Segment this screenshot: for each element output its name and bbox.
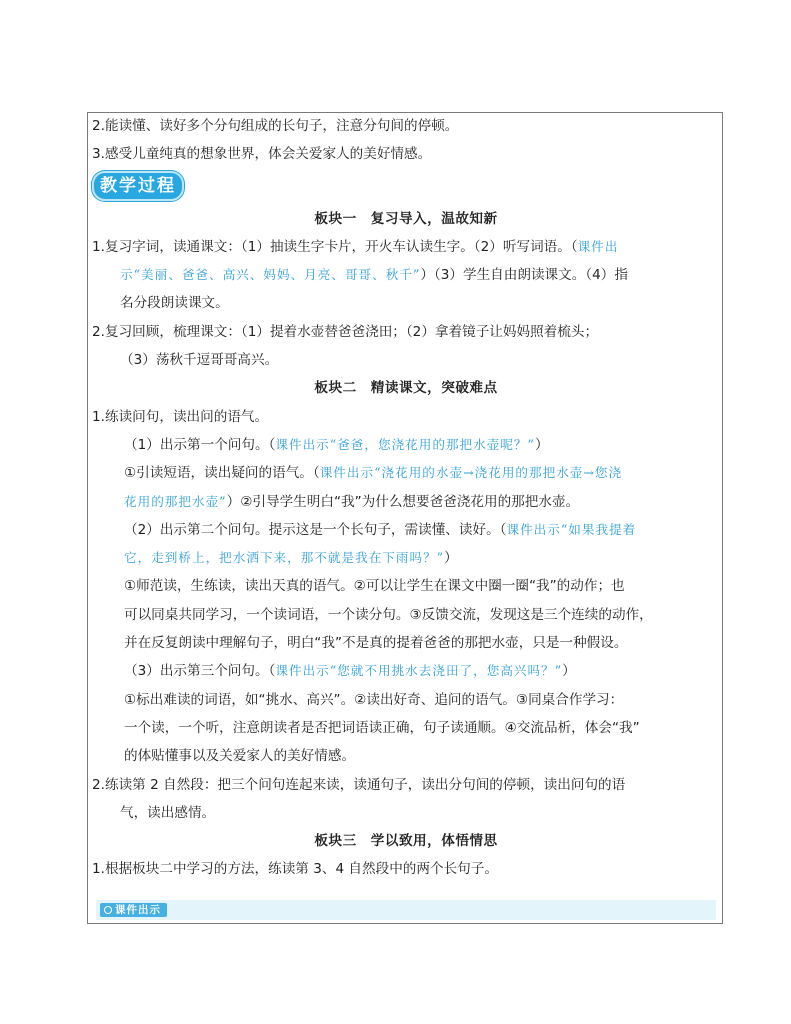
block2-q2-detail-line1: ①师范读，生练读，读出天真的语气。②可以让学生在课文中圈一圈“我”的动作；也 xyxy=(124,578,625,595)
courseware-text: 花用的那把水壶” xyxy=(124,493,227,509)
text: ） xyxy=(444,550,458,567)
block2-heading: 板块二 精读课文，突破难点 xyxy=(314,380,498,397)
goal-item-3: 3.感受儿童纯真的想象世界，体会关爱家人的美好情感。 xyxy=(92,146,432,163)
block2-q1 xyxy=(92,431,720,459)
courseware-text: 课件出示“如果我提着 xyxy=(506,521,637,537)
text: ①引读短语，读出疑问的语气。（ xyxy=(124,465,320,482)
courseware-tag-label: 课件出示 xyxy=(115,904,161,916)
block1-p2-line2: （3）荡秋千逗哥哥高兴。 xyxy=(120,352,279,369)
section-title-row xyxy=(92,169,720,205)
block2-q3-detail-line1: ①标出难读的词语，如“挑水、高兴”。②读出好奇、追问的语气。③同桌合作学习： xyxy=(124,691,624,708)
section-title-badge: 教学过程 xyxy=(92,171,184,201)
block2-q3 xyxy=(92,657,720,685)
text: （2）出示第二个问句。提示这是一个长句子，需读懂、读好。（ xyxy=(124,521,507,538)
block2-p2-line1: 2.练读第 2 自然段：把三个问句连起来读，读通句子，读出分句间的停顿，读出问句的语 xyxy=(92,776,626,793)
circle-arrow-icon xyxy=(104,906,112,914)
courseware-text: 课件出 xyxy=(577,238,619,254)
block1-p1-line3: 名分段朗读课文。 xyxy=(120,295,229,312)
block3-p1: 1.根据板块二中学习的方法，练读第 3、4 自然段中的两个长句子。 xyxy=(92,861,498,878)
text: 1.复习字词，读通课文：（1）抽读生字卡片，开火车认读生字。（2）听写词语。（ xyxy=(92,238,578,255)
courseware-text: 它，走到桥上，把水洒下来，那不就是我在下雨吗？” xyxy=(124,550,445,566)
block3-heading: 板块三 学以致用，体悟情思 xyxy=(314,833,498,850)
goal-item-2: 2.能读懂、读好多个分句组成的长句子，注意分句间的停顿。 xyxy=(92,118,459,134)
courseware-text: 课件出示“浇花用的水壶→浇花用的那把水壶→您浇 xyxy=(319,465,623,481)
block2-q1-detail-line1 xyxy=(92,459,720,487)
block2-q1-detail-line2 xyxy=(92,488,720,516)
block1-p1-line1 xyxy=(92,233,720,261)
text: （1）出示第一个问句。（ xyxy=(124,436,276,453)
block1-p1-line2 xyxy=(92,261,720,289)
block2-p2-line2: 气，读出感情。 xyxy=(120,804,216,821)
block2-q3-detail-line2: 一个读，一个听，注意朗读者是否把词语读正确，句子读通顺。④交流品析，体会“我” xyxy=(124,719,640,736)
courseware-tag xyxy=(100,903,167,917)
text: ） xyxy=(534,436,549,453)
courseware-banner xyxy=(96,900,716,920)
lesson-content xyxy=(92,112,720,884)
text: ）②引导学生明白“我”为什么想要爸爸浇花用的那把水壶。 xyxy=(226,493,580,510)
block1-p2-line1: 2.复习回顾，梳理课文：（1）提着水壶替爸爸浇田；（2）拿着镜子让妈妈照着梳头； xyxy=(92,323,599,340)
text: （3）出示第三个问句。（ xyxy=(124,663,276,680)
block2-q3-detail-line3: 的体贴懂事以及关爱家人的美好情感。 xyxy=(124,748,356,765)
courseware-text: 示“美丽、爸爸、高兴、妈妈、月亮、哥哥、秋千” xyxy=(120,267,421,283)
block1-heading: 板块一 复习导入，温故知新 xyxy=(314,210,498,227)
courseware-text: 课件出示“爸爸，您浇花用的那把水壶呢？” xyxy=(275,436,535,452)
block2-q2-detail-line3: 并在反复朗读中理解句子，明白“我”不是真的提着爸爸的那把水壶，只是一种假设。 xyxy=(124,635,628,652)
text: ） xyxy=(562,663,576,680)
text: ）（3）学生自由朗读课文。（4）指 xyxy=(420,267,628,284)
courseware-text: 课件出示“您就不用挑水去浇田了，您高兴吗？” xyxy=(275,663,563,679)
block2-q2-line2 xyxy=(92,544,720,572)
block2-q2-line1 xyxy=(92,516,720,544)
block2-p1: 1.练读问句，读出问的语气。 xyxy=(92,408,269,425)
block2-q2-detail-line2: 可以同桌共同学习，一个读词语，一个读分句。③反馈交流，发现这是三个连续的动作， xyxy=(124,606,653,623)
